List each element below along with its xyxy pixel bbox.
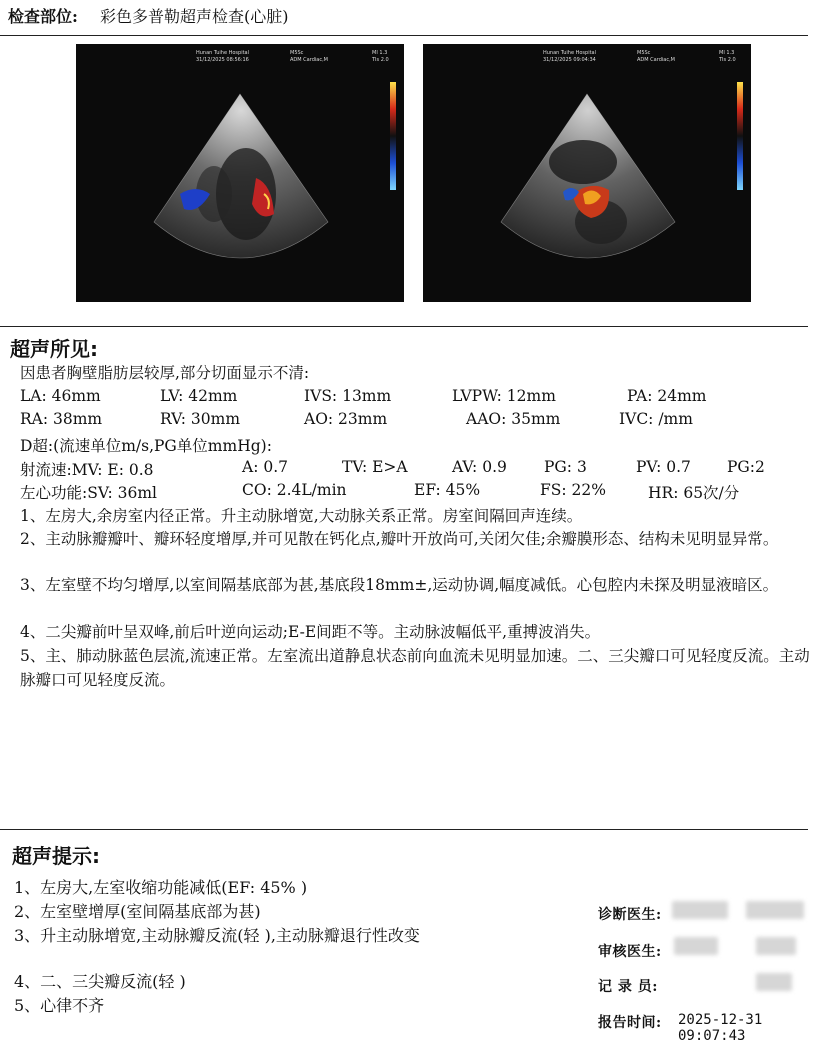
impression-item-2: 2、左室壁增厚(室间隔基底部为甚) xyxy=(14,902,261,921)
impression-divider xyxy=(0,829,808,830)
diagnosing-doctor-label: 诊断医生: xyxy=(598,907,662,923)
svg-text:TIs 2.0: TIs 2.0 xyxy=(719,57,736,63)
impression-title: 超声提示: xyxy=(12,844,100,868)
svg-text:TIs 2.0: TIs 2.0 xyxy=(372,57,389,63)
svg-text:Hunan Tuihe Hospital: Hunan Tuihe Hospital xyxy=(543,50,597,56)
svg-text:M5Sc: M5Sc xyxy=(290,50,304,56)
function-hr: HR: 65次/分 xyxy=(648,484,740,502)
measure-lv: LV: 42mm xyxy=(160,387,238,405)
measure-lvpw: LVPW: 12mm xyxy=(452,387,556,405)
measure-rv: RV: 30mm xyxy=(160,410,241,428)
svg-text:MI 1.3: MI 1.3 xyxy=(719,50,735,56)
report-time-value: 2025-12-31 09:07:43 xyxy=(678,1012,763,1044)
report-time-label: 报告时间: xyxy=(598,1015,662,1031)
impression-item-3: 3、升主动脉增宽,主动脉瓣反流(轻 ),主动脉瓣退行性改变 xyxy=(14,926,420,945)
doppler-title: D超:(流速单位m/s,PG单位mmHg): xyxy=(20,437,272,455)
findings-intro: 因患者胸壁脂肪层较厚,部分切面显示不清: xyxy=(20,364,310,382)
exam-site-label: 检查部位: xyxy=(8,7,78,26)
reviewing-doctor-signature-redacted xyxy=(756,937,796,955)
reviewing-doctor-name-redacted xyxy=(674,937,718,955)
svg-text:M5Sc: M5Sc xyxy=(637,50,651,56)
svg-text:31/12/2025 08:56:16: 31/12/2025 08:56:16 xyxy=(196,57,249,63)
function-sv: 左心功能:SV: 36ml xyxy=(20,484,158,502)
svg-text:MI 1.3: MI 1.3 xyxy=(372,50,388,56)
velocity-av: AV: 0.9 xyxy=(452,458,507,476)
impression-item-5: 5、心律不齐 xyxy=(14,996,105,1015)
measure-ra: RA: 38mm xyxy=(20,410,103,428)
velocity-pv: PV: 0.7 xyxy=(636,458,691,476)
finding-item-5: 5、主、肺动脉蓝色层流,流速正常。左室流出道静息状态前向血流未见明显加速。二、三尖瓣口可见轻度反流。主动脉瓣口可见轻度反流。 xyxy=(20,647,810,689)
recorder-label: 记 录 员: xyxy=(598,979,658,995)
velocity-mv-e: 射流速:MV: E: 0.8 xyxy=(20,461,154,479)
svg-text:ADM Cardiac,M: ADM Cardiac,M xyxy=(637,57,675,63)
diagnosing-doctor-name-redacted xyxy=(672,901,728,919)
impression-item-4: 4、二、三尖瓣反流(轻 ) xyxy=(14,972,186,991)
velocity-mv-a: A: 0.7 xyxy=(242,458,288,476)
function-fs: FS: 22% xyxy=(540,481,606,499)
velocity-av-pg: PG: 3 xyxy=(544,458,587,476)
recorder-name-redacted xyxy=(756,973,792,991)
reviewing-doctor-label: 审核医生: xyxy=(598,944,662,960)
svg-text:ADM Cardiac,M: ADM Cardiac,M xyxy=(290,57,328,63)
measure-ao: AO: 23mm xyxy=(304,410,388,428)
function-ef: EF: 45% xyxy=(414,481,481,499)
impression-item-1: 1、左房大,左室收缩功能减低(EF: 45% ) xyxy=(14,878,308,897)
finding-item-3: 3、左室壁不均匀增厚,以室间隔基底部为甚,基底段18mm±,运动协调,幅度减低。心包腔内未探及明显液暗区。 xyxy=(20,576,779,594)
measure-ivs: IVS: 13mm xyxy=(304,387,392,405)
findings-title: 超声所见: xyxy=(10,337,98,361)
diagnosing-doctor-signature-redacted xyxy=(746,901,804,919)
finding-item-1: 1、左房大,余房室内径正常。升主动脉增宽,大动脉关系正常。房室间隔回声连续。 xyxy=(20,507,583,525)
svg-text:31/12/2025 09:04:34: 31/12/2025 09:04:34 xyxy=(543,57,596,63)
measure-pa: PA: 24mm xyxy=(627,387,707,405)
measure-aao: AAO: 35mm xyxy=(466,410,561,428)
finding-item-4: 4、二尖瓣前叶呈双峰,前后叶逆向运动;E-E间距不等。主动脉波幅低平,重搏波消失。 xyxy=(20,623,601,641)
header-divider xyxy=(0,35,808,36)
findings-divider xyxy=(0,326,808,327)
finding-item-2: 2、主动脉瓣瓣叶、瓣环轻度增厚,并可见散在钙化点,瓣叶开放尚可,关闭欠佳;余瓣膜形态、结构未见明显异常。 xyxy=(20,530,779,548)
measure-ivc: IVC: /mm xyxy=(619,410,693,428)
exam-site-value: 彩色多普勒超声检查(心脏) xyxy=(100,7,289,26)
velocity-tv: TV: E>A xyxy=(342,458,408,476)
function-co: CO: 2.4L/min xyxy=(242,481,347,499)
ultrasound-image-2 xyxy=(423,44,751,302)
svg-text:Hunan Tuihe Hospital: Hunan Tuihe Hospital xyxy=(196,50,250,56)
velocity-pv-pg: PG:2 xyxy=(727,458,765,476)
measure-la: LA: 46mm xyxy=(20,387,101,405)
ultrasound-image-1 xyxy=(76,44,404,302)
